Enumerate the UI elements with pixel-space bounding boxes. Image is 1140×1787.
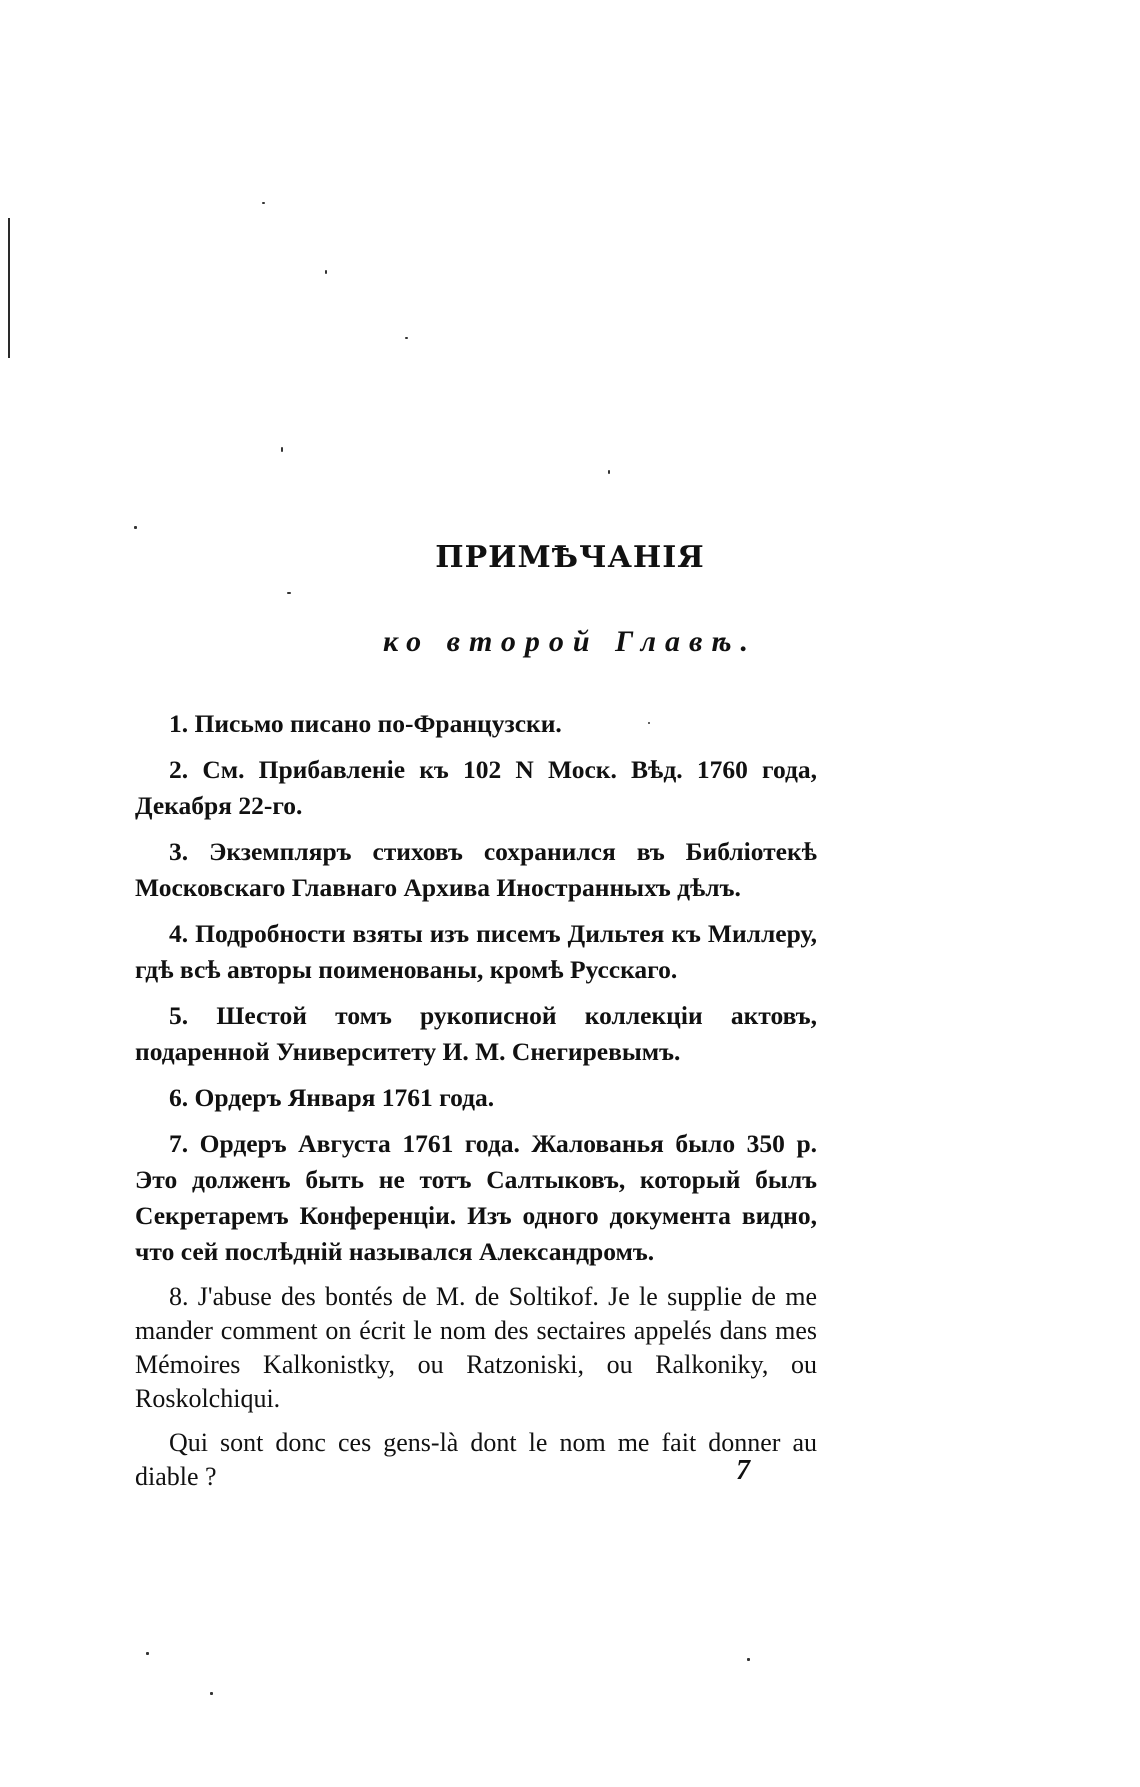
page-subtitle: ко второй Главѣ. (383, 625, 757, 658)
scan-speck (146, 1652, 149, 1655)
scan-speck (325, 270, 327, 274)
scan-speck (281, 447, 283, 452)
page-number: 7 (736, 1455, 750, 1486)
note-8: 8. J'abuse des bontés de M. de Soltikof. Je le supplie de me mander comment on écrit le nom des sectaires appelés dans mes Mémoires Kalkonistky, ou Ratzoniski, ou Ralkoniky, ou Roskolchiqui. (135, 1282, 817, 1413)
note-6: 6. Ордеръ Января 1761 года. (169, 1083, 495, 1112)
scan-speck (608, 470, 610, 474)
note-7: 7. Ордеръ Августа 1761 года. Жалованья было 350 р. Это долженъ быть не тотъ Салтыковъ, который былъ Секретаремъ Конференціи. Изъ одного документа видно, что сей послѣдній назывался Александромъ. (135, 1129, 817, 1266)
note-8-continuation: Qui sont donc ces gens-là dont le nom me fait donner au diable ? (135, 1428, 817, 1491)
scan-speck (405, 337, 408, 339)
note-2: 2. См. Прибавленіе къ 102 N Моск. Вѣд. 1760 года, Декабря 22-го. (135, 755, 817, 820)
scan-edge-mark (8, 218, 10, 358)
note-1: 1. Письмо писано по-Французски. (169, 709, 562, 738)
scan-speck (134, 526, 137, 529)
scan-speck (210, 1692, 213, 1695)
note-4: 4. Подробности взяты изъ писемъ Дильтея къ Миллеру, гдѣ всѣ авторы поименованы, кромѣ Русскаго. (135, 919, 817, 984)
notes-list (135, 706, 817, 1504)
scan-speck (287, 592, 291, 594)
page-title: ПРИМѢЧАНІЯ (435, 540, 705, 575)
scan-speck (262, 202, 265, 204)
scan-speck (747, 1658, 750, 1661)
note-5: 5. Шестой томъ рукописной коллекціи актовъ, подаренной Университету И. М. Снегиревымъ. (135, 1001, 817, 1066)
note-3: 3. Экземпляръ стиховъ сохранился въ Библіотекѣ Московскаго Главнаго Архива Иностранныхъ дѣлъ. (135, 837, 817, 902)
